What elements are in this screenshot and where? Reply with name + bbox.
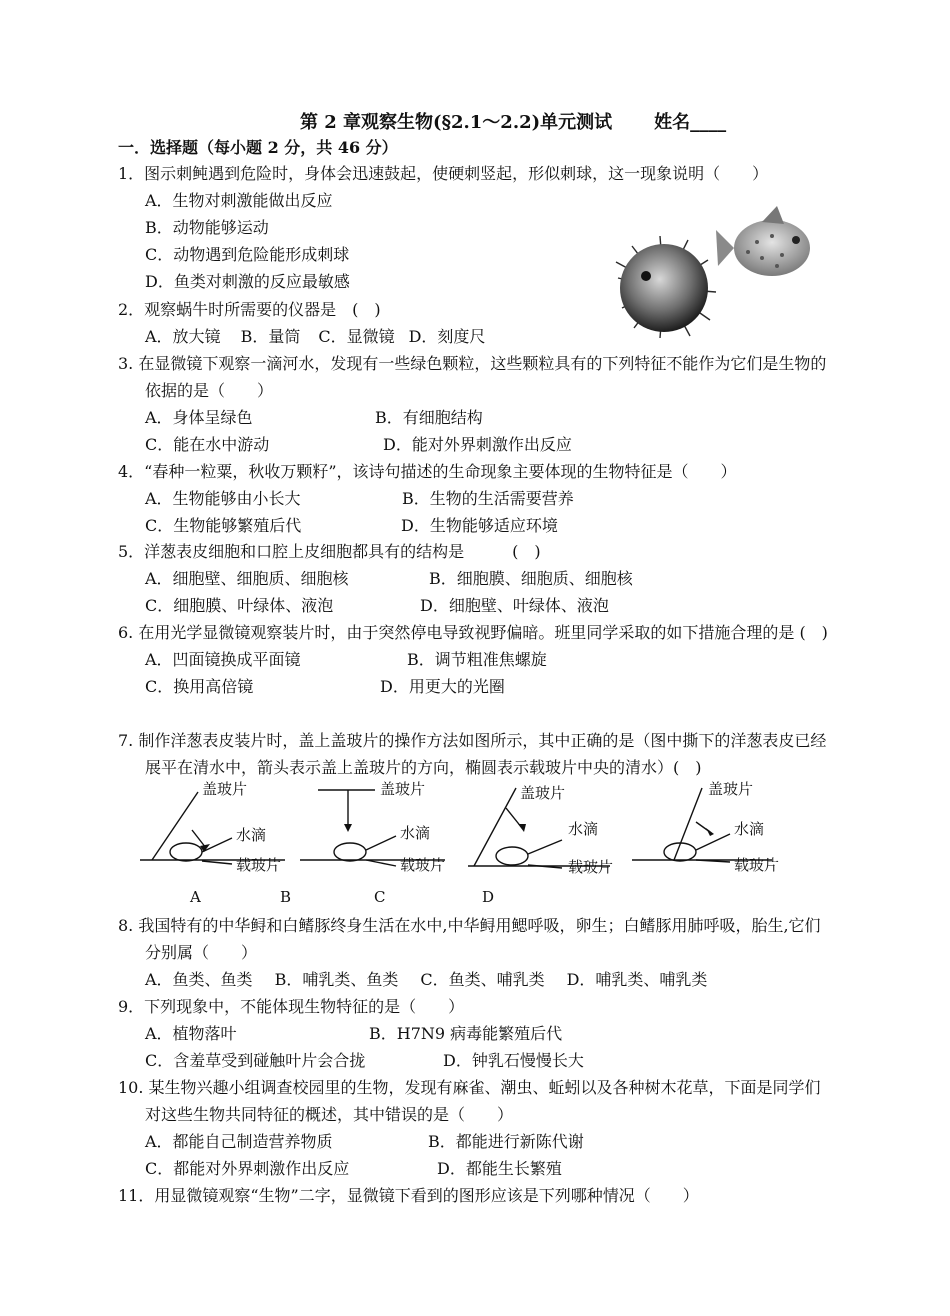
option: A．鱼类、鱼类: [145, 970, 253, 989]
option: D．都能生长繁殖: [437, 1159, 562, 1178]
option: B．细胞膜、细胞质、细胞核: [429, 569, 633, 588]
question-9: [118, 993, 833, 1074]
options-row: [118, 565, 833, 592]
option: A．生物对刺激能做出反应: [145, 191, 333, 210]
options-row: [118, 1020, 833, 1047]
options-row: [118, 592, 833, 619]
option: D．鱼类对刺激的反应最敏感: [145, 272, 350, 291]
options-row: [118, 966, 833, 993]
figure-letter-b: B: [280, 888, 292, 906]
cover-label-d: 盖玻片: [708, 780, 754, 798]
option: D．细胞壁、叶绿体、液泡: [420, 596, 609, 615]
option: A．都能自己制造营养物质: [145, 1132, 333, 1151]
options-row: [118, 646, 833, 673]
question-stem: 7. 制作洋葱表皮装片时，盖上盖玻片的操作方法如图所示，其中正确的是（图中撕下的洋葱表皮已经展平在清水中，箭头表示盖上盖玻片的方向，椭圆表示载玻片中央的清水）( ): [118, 731, 827, 777]
option: C．含羞草受到碰触叶片会合拢: [145, 1051, 366, 1070]
options-row: [118, 431, 833, 458]
question-stem: 6. 在用光学显微镜观察装片时，由于突然停电导致视野偏暗。班里同学采取的如下措施合理的是 ( ): [118, 623, 828, 642]
option: D．用更大的光圈: [380, 677, 505, 696]
question-3: [118, 350, 833, 458]
option: C．都能对外界刺激作出反应: [145, 1159, 350, 1178]
option: A．身体呈绿色: [145, 408, 253, 427]
option: C．动物遇到危险能形成刺球: [145, 245, 350, 264]
question-2: [118, 296, 833, 350]
question-stem: 5．洋葱表皮细胞和口腔上皮细胞都具有的结构是 ( ): [118, 542, 541, 561]
option: A．植物落叶: [145, 1024, 237, 1043]
water-label-d: 水滴: [734, 820, 765, 838]
coverslip-diagram: [140, 778, 800, 908]
option: C．生物能够繁殖后代: [145, 516, 302, 535]
option: A．放大镜: [145, 327, 221, 346]
name-field-label: 姓名____: [654, 112, 727, 133]
options-row: [118, 512, 833, 539]
question-10: [118, 1074, 833, 1182]
slide-label-d: 载玻片: [734, 856, 780, 874]
water-label-a: 水滴: [236, 826, 267, 844]
title-text: 第 2 章观察生物(§2.1～2.2)单元测试: [300, 112, 613, 133]
question-11: [118, 1182, 833, 1209]
question-stem: 9．下列现象中，不能体现生物特征的是（ ）: [118, 997, 465, 1016]
option: C．细胞膜、叶绿体、液泡: [145, 596, 334, 615]
question-4: [118, 458, 833, 539]
options-row: [118, 673, 833, 700]
question-stem: 8. 我国特有的中华鲟和白鳍豚终身生活在水中,中华鲟用鳃呼吸，卵生；白鳍豚用肺呼吸，胎生,它们分别属（ ）: [118, 916, 821, 962]
question-stem: 3. 在显微镜下观察一滴河水，发现有一些绿色颗粒，这些颗粒具有的下列特征不能作为它们是生物的依据的是（ ）: [118, 354, 827, 400]
question-stem: 11．用显微镜观察“生物”二字，显微镜下看到的图形应该是下列哪种情况（ ）: [118, 1186, 699, 1205]
water-label-b: 水滴: [400, 824, 431, 842]
slide-label-a: 载玻片: [236, 856, 282, 874]
option: C．鱼类、哺乳类: [420, 970, 545, 989]
option: D．生物能够适应环境: [401, 516, 558, 535]
option: B．哺乳类、鱼类: [274, 970, 399, 989]
question-7: [118, 727, 833, 781]
cover-label-c: 盖玻片: [520, 784, 566, 802]
water-label-c: 水滴: [568, 820, 599, 838]
question-6: [118, 619, 833, 700]
option: B．有细胞结构: [375, 408, 483, 427]
option: D．哺乳类、哺乳类: [566, 970, 708, 989]
question-stem: 10. 某生物兴趣小组调查校园里的生物，发现有麻雀、潮虫、蚯蚓以及各种树木花草，下面是同学们对这些生物共同特征的概述，其中错误的是（ ）: [118, 1078, 821, 1124]
options-row: [118, 485, 833, 512]
option: B．量筒: [240, 327, 301, 346]
options-row: [118, 1128, 833, 1155]
option: A．生物能够由小长大: [145, 489, 301, 508]
option: B．动物能够运动: [145, 218, 269, 237]
option: A．凹面镜换成平面镜: [145, 650, 301, 669]
cover-label-a: 盖玻片: [202, 780, 248, 798]
option: B．都能进行新陈代谢: [428, 1132, 584, 1151]
options-row: [118, 404, 833, 431]
figure-letter-a: A: [190, 888, 201, 906]
figure-letter-d: D: [482, 888, 495, 906]
option: A．细胞壁、细胞质、细胞核: [145, 569, 349, 588]
slide-label-b: 载玻片: [400, 856, 446, 874]
options-row: [118, 1047, 833, 1074]
option: B．调节粗准焦螺旋: [407, 650, 547, 669]
question-8: [118, 912, 833, 993]
option: B．生物的生活需要营养: [402, 489, 574, 508]
question-5: [118, 538, 833, 619]
option: C．显微镜: [318, 327, 395, 346]
option: D．刻度尺: [408, 327, 486, 346]
page-title: [300, 108, 726, 134]
section-heading: 一．选择题（每小题 2 分，共 46 分）: [118, 138, 398, 157]
figure-letter-c: C: [374, 888, 386, 906]
cover-label-b: 盖玻片: [380, 780, 426, 798]
option: D．能对外界刺激作出反应: [383, 435, 572, 454]
option: B．H7N9 病毒能繁殖后代: [369, 1024, 563, 1043]
options-row: [118, 323, 833, 350]
option: C．换用高倍镜: [145, 677, 254, 696]
question-stem: 2．观察蜗牛时所需要的仪器是 ( ): [118, 300, 381, 319]
slide-label-c: 载玻片: [568, 858, 614, 876]
option: C．能在水中游动: [145, 435, 270, 454]
option: D．钟乳石慢慢长大: [443, 1051, 584, 1070]
question-stem: 4．“春种一粒粟，秋收万颗籽”，该诗句描述的生命现象主要体现的生物特征是（ ）: [118, 462, 737, 481]
options-row: [118, 1155, 833, 1182]
question-stem: 1．图示刺鲀遇到危险时，身体会迅速鼓起，使硬刺竖起，形似刺球，这一现象说明（ ）: [118, 164, 769, 183]
